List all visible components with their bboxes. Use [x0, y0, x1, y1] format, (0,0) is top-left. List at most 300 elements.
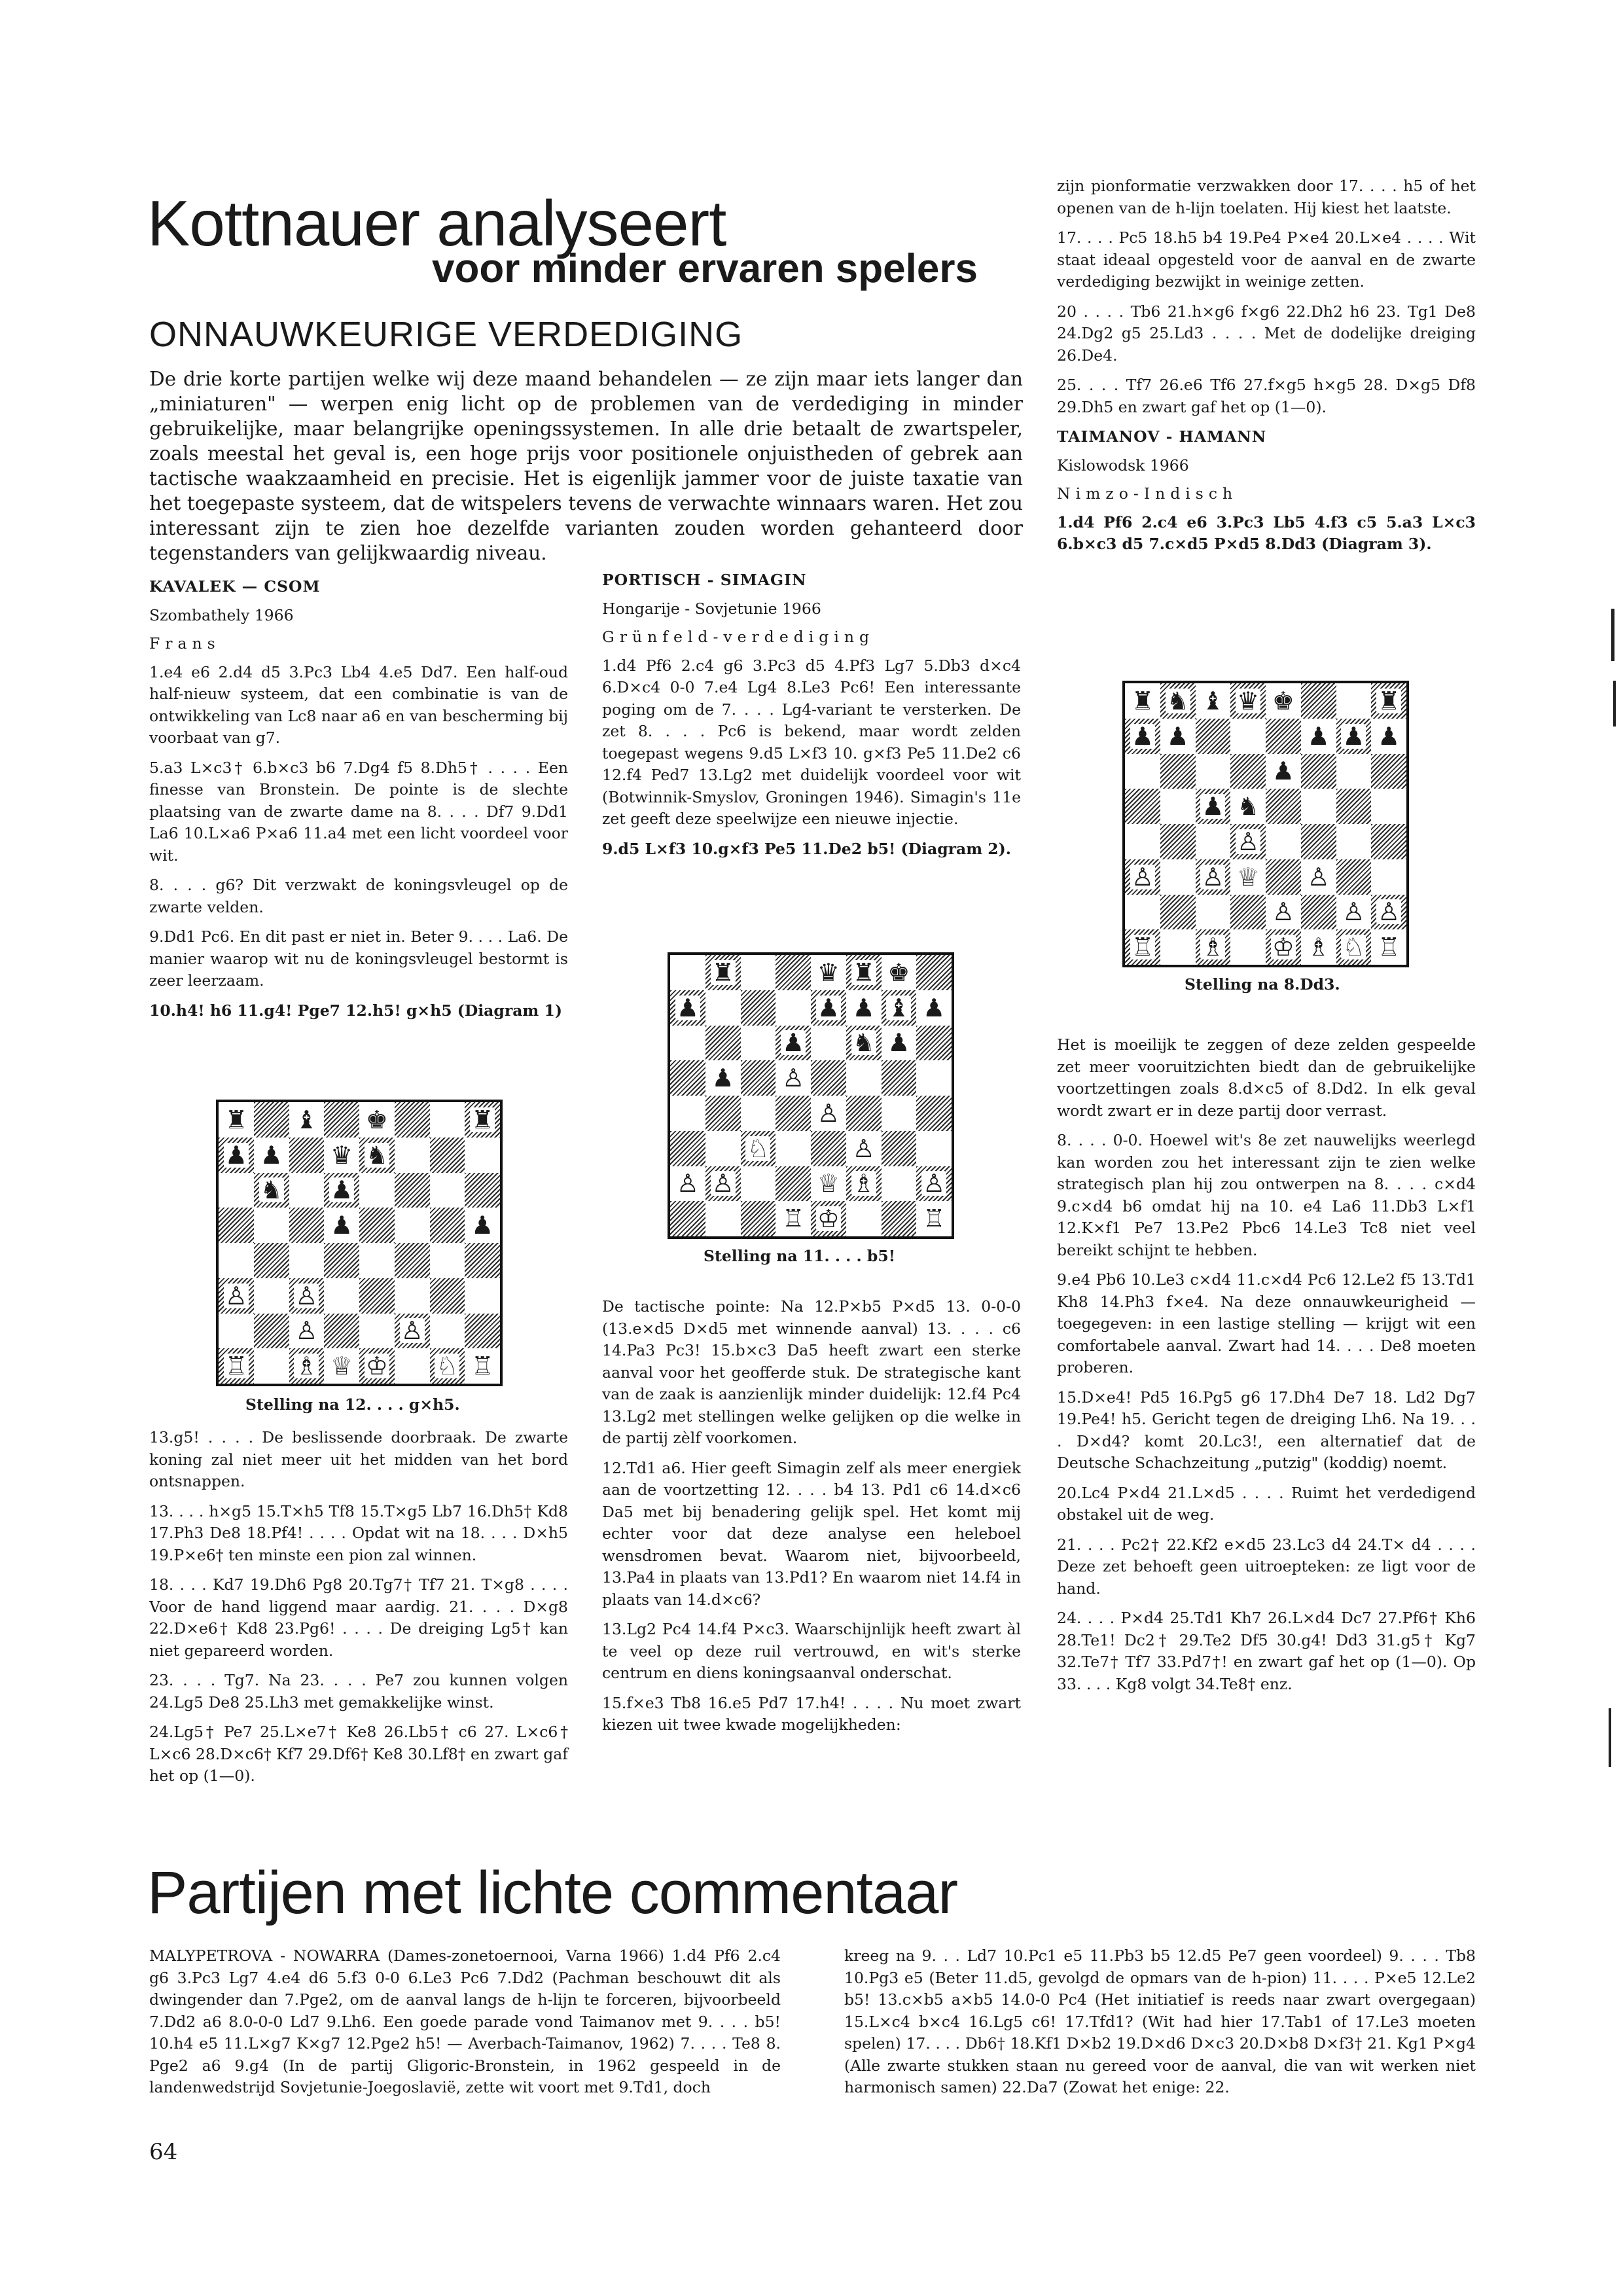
black-rook-icon: ♜: [852, 958, 875, 987]
board-square: [741, 1166, 776, 1202]
board-square: [1371, 754, 1406, 789]
move-paragraph: 25. . . . Tf7 26.e6 Tf6 27.f×g5 h×g5 28. D×g5 Df8 29.Dh5 en zwart gaf het op (1—0).: [1057, 376, 1476, 416]
game-place: Hongarije - Sovjetunie 1966: [602, 599, 821, 618]
board-square: [1160, 719, 1196, 754]
board-square: [1160, 824, 1196, 859]
move-paragraph: 13. . . . h×g5 15.T×h5 Tf8 15.T×g5 Lb7 16.Dh5† Kd8 17.Ph3 De8 18.Pf4! . . . . Opdat wit na 18. . . . D×h5 19.P×e6† ten minste een pion zal winnen.: [149, 1501, 568, 1564]
move-paragraph: 8. . . . g6? Dit verzwakt de koningsvleugel op de zwarte velden.: [149, 876, 568, 916]
board-square: [1336, 859, 1372, 895]
board-square: [430, 1138, 465, 1173]
move-paragraph: 13.Lg2 Pc4 14.f4 P×c3. Waarschijnlijk heeft zwart àl te veel op deze ruil vertrouwd, en wit's sterke centrum en diens koningsaanval onderschat.: [602, 1620, 1021, 1682]
board-square: [1301, 824, 1336, 859]
board-square: [430, 1314, 465, 1349]
board-square: [811, 1131, 846, 1166]
move-paragraph: 8. . . . 0-0. Hoewel wit's 8e zet nauwelijks weerlegd kan worden zou het interessant zijn te zien welke strategisch plan hij zou ontwerpen na 8. . . . c×d4 9.c×d4 b6 omdat hij na 10. e4 La6 11.Db3 L×f1 12.K×f1 Pe7 13.Pe2 Pbc6 14.Le3 Tc8 niet veel bereikt schijnt te hebben.: [1057, 1131, 1476, 1259]
board-square: [811, 955, 846, 990]
move-paragraph: 1.e4 e6 2.d4 d5 3.Pc3 Lb4 4.e5 Dd7. Een half-oud half-nieuw systeem, dat een combinatie is van de ontwikkeling van Lc8 naar a6 en van bescherming bij voorbaat van g7.: [149, 662, 568, 747]
black-knight-icon: ♞: [1166, 686, 1189, 715]
board-square: [1160, 929, 1196, 965]
board-square: [776, 1201, 811, 1236]
black-rook-icon: ♜: [224, 1105, 247, 1134]
opening-name: Grünfeld-verdediging: [602, 628, 875, 646]
board-square: [776, 1096, 811, 1131]
board-square: [916, 1026, 952, 1061]
board-square: [811, 1096, 846, 1131]
board-square: [811, 1166, 846, 1202]
board-square: [324, 1173, 359, 1208]
board-square: [776, 1166, 811, 1202]
board-square: [1230, 719, 1266, 754]
board-square: [1266, 859, 1301, 895]
game-place: Szombathely 1966: [149, 605, 294, 624]
board-square: [1301, 895, 1336, 930]
board-square: [465, 1138, 500, 1173]
board-square: [741, 1201, 776, 1236]
move-paragraph: 17. . . . Pc5 18.h5 b4 19.Pe4 P×e4 20.L×e4 . . . . Wit staat ideaal opgesteld voor de aanval en de zwarte verdediging bezwijkt in weinige zetten.: [1057, 228, 1476, 291]
move-paragraph: 5.a3 L×c3† 6.b×c3 b6 7.Dg4 f5 8.Dh5† . . . . Een finesse van Bronstein. De pointe is de slechte plaatsing van de zwarte dame na 8. . . . Df7 9.Dd1 La6 10.L×a6 P×a6 11.a4 met een licht voordeel voor wit.: [149, 758, 568, 865]
diagram-caption: Stelling na 12. . . . g×h5.: [245, 1395, 460, 1414]
black-queen-icon: ♛: [330, 1140, 353, 1170]
white-pawn-icon: ♙: [782, 1064, 805, 1093]
white-knight-icon: ♘: [747, 1134, 770, 1163]
board-square: [465, 1348, 500, 1384]
board-square: [1230, 789, 1266, 824]
board-square: [289, 1138, 325, 1173]
article-title: Kottnauer analyseert: [147, 187, 726, 259]
move-paragraph: 21. . . . Pc2† 22.Kf2 e×d5 23.Lc3 d4 24.T× d4 . . . . Deze zet behoeft geen uitroepteken: ze ligt voor de hand.: [1057, 1535, 1476, 1598]
move-paragraph: 10.h4! h6 11.g4! Pge7 12.h5! g×h5 (Diagram 1): [149, 1001, 562, 1020]
black-pawn-icon: ♟: [1272, 757, 1294, 786]
board-square: [289, 1314, 325, 1349]
white-pawn-icon: ♙: [295, 1281, 318, 1310]
board-square: [846, 1166, 882, 1202]
board-square: [219, 1138, 254, 1173]
board-square: [705, 1201, 741, 1236]
white-rook-icon: ♖: [923, 1204, 946, 1234]
move-paragraph: 18. . . . Kd7 19.Dh6 Pg8 20.Tg7† Tf7 21. T×g8 . . . . Voor de hand liggend maar aardig. 21. . . . D×g8 22.D×e6† Kd8 23.Pg6! . . . . De dreiging Lg5† kan niet gepareerd worden.: [149, 1575, 568, 1660]
board-square: [882, 990, 917, 1026]
board-square: [324, 1208, 359, 1243]
board-square: [465, 1173, 500, 1208]
board-square: [430, 1208, 465, 1243]
board-square: [1125, 929, 1160, 965]
board-square: [776, 990, 811, 1026]
board-square: [289, 1208, 325, 1243]
white-pawn-icon: ♙: [1272, 897, 1294, 927]
move-paragraph: 9.e4 Pb6 10.Le3 c×d4 11.c×d4 Pc6 12.Le2 f5 13.Td1 Kh8 14.Ph3 f×e4. Na deze onnauwkeurigheid — toegegeven: in een lastige stelling — krijgt wit een comfortabele aanval. Zwart had 14. . . . De8 moeten proberen.: [1057, 1270, 1476, 1376]
board-square: [846, 1026, 882, 1061]
white-knight-icon: ♘: [1342, 933, 1365, 962]
board-square: [1371, 895, 1406, 930]
board-square: [1125, 754, 1160, 789]
black-knight-icon: ♞: [365, 1140, 388, 1170]
board-square: [324, 1243, 359, 1278]
board-square: [254, 1243, 289, 1278]
move-paragraph: zijn pionformatie verzwakken door 17. . . . h5 of het openen van de h-lijn toelaten. Hij kiest het laatste.: [1057, 177, 1476, 217]
board-square: [1336, 824, 1372, 859]
move-paragraph: 1.d4 Pf6 2.c4 g6 3.Pc3 d5 4.Pf3 Lg7 5.Db3 d×c4 6.D×c4 0-0 7.e4 Lg4 8.Le3 Pc6! Een interessante poging om de 7. . . . Lg4-variant te versterken. De zet 8. . . . Pc6 is bekend, maar wordt zelden toegepast wegens 9.d5 L×f3 10. g×f3 Pe5 11.De2 c6 12.f4 Ped7 13.Lg2 met duidelijk voordeel voor wit (Botwinnik-Smyslov, Groningen 1946). Simagin's 11e zet geeft deze speelwijze een nieuwe injectie.: [602, 656, 1021, 828]
board-square: [1230, 754, 1266, 789]
board-square: [1196, 754, 1231, 789]
move-paragraph: 15.f×e3 Tb8 16.e5 Pd7 17.h4! . . . . Nu moet zwart kiezen uit twee kwade mogelijkheden:: [602, 1693, 1021, 1734]
board-square: [1125, 683, 1160, 719]
board-square: [1371, 859, 1406, 895]
opening-name: Frans: [149, 634, 221, 653]
board-square: [1301, 683, 1336, 719]
board-square: [395, 1102, 430, 1138]
section-title: ONNAUWKEURIGE VERDEDIGING: [149, 315, 743, 354]
white-bishop-icon: ♗: [1202, 933, 1224, 962]
black-king-icon: ♚: [365, 1105, 388, 1134]
black-pawn-icon: ♟: [887, 1028, 910, 1058]
board-square: [882, 1201, 917, 1236]
board-square: [882, 1060, 917, 1096]
board-square: [324, 1314, 359, 1349]
diagram-caption: Stelling na 8.Dd3.: [1185, 975, 1340, 994]
board-square: [359, 1208, 395, 1243]
board-square: [289, 1102, 325, 1138]
white-pawn-icon: ♙: [1378, 897, 1400, 927]
board-square: [1266, 929, 1301, 965]
black-pawn-icon: ♟: [1378, 721, 1400, 751]
board-square: [1301, 754, 1336, 789]
white-rook-icon: ♖: [782, 1204, 805, 1234]
white-pawn-icon: ♙: [1131, 862, 1154, 891]
white-queen-icon: ♕: [1237, 862, 1260, 891]
board-square: [846, 1096, 882, 1131]
black-pawn-icon: ♟: [1166, 721, 1189, 751]
board-square: [1266, 895, 1301, 930]
board-square: [254, 1278, 289, 1314]
black-pawn-icon: ♟: [330, 1211, 353, 1240]
white-pawn-icon: ♙: [224, 1281, 247, 1310]
move-paragraph: 1.d4 Pf6 2.c4 e6 3.Pc3 Lb5 4.f3 c5 5.a3 L×c3 6.b×c3 d5 7.c×d5 P×d5 8.Dd3 (Diagram 3).: [1057, 512, 1476, 553]
white-rook-icon: ♖: [1131, 933, 1154, 962]
page-number: 64: [149, 2139, 178, 2165]
board-square: [395, 1208, 430, 1243]
black-pawn-icon: ♟: [1131, 721, 1154, 751]
board-square: [1371, 929, 1406, 965]
column-3-bottom: [1057, 1034, 1476, 1703]
board-square: [359, 1314, 395, 1349]
board-square: [359, 1138, 395, 1173]
board-square: [219, 1348, 254, 1384]
board-square: [776, 1060, 811, 1096]
board-square: [882, 955, 917, 990]
board-square: [776, 955, 811, 990]
black-bishop-icon: ♝: [1202, 686, 1224, 715]
board-square: [670, 1131, 705, 1166]
white-queen-icon: ♕: [330, 1352, 353, 1381]
board-square: [219, 1278, 254, 1314]
game-heading: PORTISCH - SIMAGIN: [602, 571, 807, 589]
board-square: [430, 1173, 465, 1208]
board-square: [1160, 683, 1196, 719]
board-square: [1125, 895, 1160, 930]
board-square: [846, 1201, 882, 1236]
game-heading: KAVALEK — CSOM: [149, 577, 321, 596]
column-2-bottom: [602, 1296, 1021, 1744]
move-paragraph: De tactische pointe: Na 12.P×b5 P×d5 13. 0-0-0 (13.e×d5 D×d5 met winnende aanval) 13. . . . c6 14.Pa3 Pc3! 15.b×c3 Da5 heeft zwart een sterke aanval voor het geofferde stuk. De strategische kant van de zaak is aanzienlijk minder duidelijk: 12.f4 Pc4 13.Lg2 met stellingen welke gelijken op die welke in de partij zèlf voorkomen.: [602, 1297, 1021, 1447]
black-pawn-icon: ♟: [224, 1140, 247, 1170]
white-bishop-icon: ♗: [852, 1169, 875, 1198]
board-square: [741, 990, 776, 1026]
board-square: [1196, 789, 1231, 824]
board-square: [254, 1208, 289, 1243]
board-square: [395, 1138, 430, 1173]
board-square: [1336, 789, 1372, 824]
move-paragraph: 9.Dd1 Pc6. En dit past er niet in. Beter 9. . . . La6. De manier waarop wit nu de koningsvleugel bestormt is zeer leerzaam.: [149, 927, 568, 990]
white-king-icon: ♔: [365, 1352, 388, 1381]
board-square: [1230, 859, 1266, 895]
move-paragraph: 23. . . . Tg7. Na 23. . . . Pe7 zou kunnen volgen 24.Lg5 De8 25.Lh3 met gemakkelijke winst.: [149, 1671, 568, 1712]
board-square: [741, 955, 776, 990]
board-square: [1301, 789, 1336, 824]
board-square: [705, 1026, 741, 1061]
board-square: [705, 1060, 741, 1096]
board-square: [811, 1026, 846, 1061]
board-square: [705, 955, 741, 990]
board-square: [465, 1102, 500, 1138]
white-pawn-icon: ♙: [711, 1169, 734, 1198]
move-paragraph: 20 . . . . Tb6 21.h×g6 f×g6 22.Dh2 h6 23. Tg1 De8 24.Dg2 g5 25.Ld3 . . . . Met de dodelijke dreiging 26.De4.: [1057, 302, 1476, 365]
board-square: [359, 1102, 395, 1138]
black-bishop-icon: ♝: [887, 993, 910, 1022]
move-paragraph: 15.D×e4! Pd5 16.Pg5 g6 17.Dh4 De7 18. Ld2 Dg7 19.Pe4! h5. Gericht tegen de dreiging Lh6. Na 19. . . . D×d4? komt 20.Lc3!, een alternatief dat de Deutsche Schachzeitung „putzig" (koddig) noemt.: [1057, 1388, 1476, 1472]
game-heading: TAIMANOV - HAMANN: [1057, 427, 1267, 446]
move-paragraph: 12.Td1 a6. Hier geeft Simagin zelf als meer energiek aan de voortzetting 12. . . . b4 13. Pd1 c6 14.d×c6 Da5 met bij benadering gelijk spel. Het komt mij echter voor dat deze analyse een heleboel wensdromen bevat. Waarom niet, bijvoorbeeld, 13.Pa4 in plaats van 13.Pd1? En waarom niet 14.f4 in plaats van 14.d×c6?: [602, 1458, 1021, 1609]
board-square: [289, 1173, 325, 1208]
board-square: [1266, 824, 1301, 859]
column-1-top: [149, 576, 568, 1030]
commentary-left-column: [149, 1945, 781, 2107]
black-pawn-icon: ♟: [923, 993, 946, 1022]
board-square: [670, 990, 705, 1026]
black-rook-icon: ♜: [711, 958, 734, 987]
board-square: [465, 1314, 500, 1349]
board-square: [916, 1201, 952, 1236]
board-square: [219, 1208, 254, 1243]
white-pawn-icon: ♙: [1307, 862, 1330, 891]
column-2-top: [602, 569, 1021, 868]
move-paragraph: 20.Lc4 P×d4 21.L×d5 . . . . Ruimt het verdedigend obstakel uit de weg.: [1057, 1483, 1476, 1524]
board-square: [846, 1060, 882, 1096]
white-pawn-icon: ♙: [1342, 897, 1365, 927]
board-square: [846, 990, 882, 1026]
board-square: [1371, 789, 1406, 824]
white-rook-icon: ♖: [1378, 933, 1400, 962]
board-square: [359, 1173, 395, 1208]
move-paragraph: MALYPETROVA - NOWARRA (Dames-zonetoernooi, Varna 1966) 1.d4 Pf6 2.c4 g6 3.Pc3 Lg7 4.e4 d6 5.f3 0-0 6.Le3 Pc6 7.Dd2 (Pachman beschouwt dit als dwingender dan 7.Pge2, om de aanval langs de h-lijn te forceren, bijvoorbeeld 7.Dd2 a6 8.0-0-0 Ld7 9.Lh6. Een goede parade vond Taimanov met 9. . . . b5! 10.h4 e5 11.L×g7 K×g7 12.Pge2 h5! — Averbach-Taimanov, 1962) 7. . . . Te8 8. Pge2 a6 9.g4 (In de partij Gligoric-Bronstein, in 1962 gespeeld in de landenwedstrijd Sovjetunie-Joegoslavië, zette wit voort met 9.Td1, doch: [149, 1946, 781, 2096]
black-knight-icon: ♞: [852, 1028, 875, 1058]
black-rook-icon: ♜: [1378, 686, 1400, 715]
board-square: [670, 955, 705, 990]
board-square: [324, 1348, 359, 1384]
board-square: [430, 1278, 465, 1314]
board-square: [1160, 895, 1196, 930]
board-square: [916, 1060, 952, 1096]
black-pawn-icon: ♟: [782, 1028, 805, 1058]
board-square: [811, 1060, 846, 1096]
white-queen-icon: ♕: [817, 1169, 840, 1198]
article-subtitle: voor minder ervaren spelers: [432, 246, 978, 291]
board-square: [254, 1348, 289, 1384]
white-pawn-icon: ♙: [676, 1169, 699, 1198]
board-square: [1301, 719, 1336, 754]
black-king-icon: ♚: [887, 958, 910, 987]
board-square: [395, 1278, 430, 1314]
black-king-icon: ♚: [1272, 686, 1294, 715]
board-square: [741, 1131, 776, 1166]
board-square: [1125, 859, 1160, 895]
board-square: [916, 1096, 952, 1131]
board-square: [1196, 895, 1231, 930]
white-pawn-icon: ♙: [817, 1098, 840, 1128]
white-knight-icon: ♘: [436, 1352, 459, 1381]
board-square: [1266, 683, 1301, 719]
board-square: [705, 1131, 741, 1166]
board-square: [1266, 789, 1301, 824]
board-square: [670, 1060, 705, 1096]
board-square: [1336, 719, 1372, 754]
column-1-bottom: [149, 1427, 568, 1795]
chess-diagram-2: [668, 952, 954, 1239]
board-square: [846, 1131, 882, 1166]
black-pawn-icon: ♟: [711, 1064, 734, 1093]
white-rook-icon: ♖: [224, 1352, 247, 1381]
black-rook-icon: ♜: [1131, 686, 1154, 715]
board-square: [359, 1243, 395, 1278]
white-rook-icon: ♖: [471, 1352, 494, 1381]
board-square: [1125, 789, 1160, 824]
section-title-commentary: Partijen met lichte commentaar: [147, 1859, 958, 1926]
board-square: [916, 955, 952, 990]
board-square: [916, 990, 952, 1026]
board-square: [741, 1096, 776, 1131]
move-paragraph: 24.Lg5† Pe7 25.L×e7† Ke8 26.Lb5† c6 27. L×c6† L×c6 28.D×c6† Kf7 29.Df6† Ke8 30.Lf8† en zwart gaf het op (1—0).: [149, 1723, 568, 1785]
board-square: [465, 1278, 500, 1314]
board-square: [1160, 754, 1196, 789]
board-square: [846, 955, 882, 990]
commentary-right-column: [844, 1945, 1476, 2107]
intro-paragraph: De drie korte partijen welke wij deze maand behandelen — ze zijn maar iets langer dan „miniaturen" — werpen enig licht op de problemen van de verdediging in minder gebruikelijke, maar belangrijke openingssystemen. In alle drie betaalt de zwartspeler, zoals meestal het geval is, een hoge prijs voor positionele onjuistheden of gebrek aan tactische waakzaamheid en precisie. Het is eigenlijk jammer voor de juiste taxatie van het toegepaste systeem, dat de witspelers tevens de verwachte winnaars waren. Het zou interessant zijn te zien hoe dezelfde varianten zouden worden gehanteerd door tegenstanders van gelijkwaardig niveau.: [149, 368, 1023, 564]
board-square: [395, 1243, 430, 1278]
board-square: [219, 1173, 254, 1208]
diagram-caption: Stelling na 11. . . . b5!: [704, 1247, 896, 1265]
white-king-icon: ♔: [817, 1204, 840, 1234]
board-square: [359, 1278, 395, 1314]
white-pawn-icon: ♙: [295, 1316, 318, 1346]
board-square: [1196, 683, 1231, 719]
board-square: [1196, 859, 1231, 895]
board-square: [430, 1102, 465, 1138]
board-square: [882, 1131, 917, 1166]
board-square: [219, 1102, 254, 1138]
board-square: [670, 1026, 705, 1061]
board-square: [395, 1314, 430, 1349]
board-square: [1230, 929, 1266, 965]
board-square: [705, 1096, 741, 1131]
board-square: [465, 1243, 500, 1278]
board-square: [1196, 719, 1231, 754]
board-square: [219, 1243, 254, 1278]
black-pawn-icon: ♟: [1342, 721, 1365, 751]
board-square: [289, 1278, 325, 1314]
board-square: [705, 990, 741, 1026]
board-square: [741, 1026, 776, 1061]
board-square: [324, 1278, 359, 1314]
board-square: [670, 1096, 705, 1131]
board-square: [1266, 719, 1301, 754]
board-square: [882, 1096, 917, 1131]
black-queen-icon: ♛: [817, 958, 840, 987]
black-pawn-icon: ♟: [260, 1140, 283, 1170]
binding-mark: [1613, 681, 1616, 726]
black-pawn-icon: ♟: [852, 993, 875, 1022]
black-pawn-icon: ♟: [1307, 721, 1330, 751]
board-square: [289, 1348, 325, 1384]
board-square: [1336, 929, 1372, 965]
black-pawn-icon: ♟: [330, 1175, 353, 1205]
board-square: [1230, 895, 1266, 930]
board-square: [1371, 719, 1406, 754]
white-bishop-icon: ♗: [295, 1352, 318, 1381]
white-pawn-icon: ♙: [1237, 827, 1260, 856]
board-square: [254, 1314, 289, 1349]
board-square: [1336, 754, 1372, 789]
board-square: [916, 1166, 952, 1202]
board-square: [811, 1201, 846, 1236]
board-square: [670, 1201, 705, 1236]
board-square: [254, 1102, 289, 1138]
board-square: [916, 1131, 952, 1166]
game-place: Kislowodsk 1966: [1057, 456, 1189, 475]
white-pawn-icon: ♙: [923, 1169, 946, 1198]
move-paragraph: 9.d5 L×f3 10.g×f3 Pe5 11.De2 b5! (Diagram 2).: [602, 839, 1011, 858]
black-pawn-icon: ♟: [676, 993, 699, 1022]
board-square: [1230, 824, 1266, 859]
board-square: [1336, 895, 1372, 930]
white-king-icon: ♔: [1272, 933, 1294, 962]
board-square: [465, 1208, 500, 1243]
move-paragraph: kreeg na 9. . . Ld7 10.Pc1 e5 11.Pb3 b5 12.d5 Pe7 geen voordeel) 9. . . . Tb8 10.Pg3 e5 (Beter 11.d5, gevolgd de opmars van de h-pion) 11. . . . P×e5 12.Le2 b5! 13.c×b5 a×b5 14.0-0 Pc4 (Het initiatief is reeds naar zwart overgegaan) 15.L×c4 b×c4 16.Lg5 c6! 17.Tfd1? (Wit had hier 17.Tab1 of 17.Le3 moeten spelen) 17. . . . Db6† 18.Kf1 D×b2 19.D×d6 D×c3 20.D×b8 D×f3† 21. Kg1 P×g4 (Alle zwarte stukken staan nu gereed voor de aanval, die van wit werken niet harmonisch samen) 22.Da7 (Zowat het enige: 22.: [844, 1946, 1476, 2096]
chess-diagram-1: [216, 1100, 503, 1386]
board-square: [430, 1348, 465, 1384]
board-square: [254, 1173, 289, 1208]
move-paragraph: 24. . . . P×d4 25.Td1 Kh7 26.L×d4 Dc7 27.Pf6† Kh6 28.Te1! Dc2† 29.Te2 Df5 30.g4! Dd3 31.g5† Kg7 32.Te7† Tf7 33.Pd7†! en zwart gaf het op (1—0). Op 33. . . . Kg8 volgt 34.Te8† enz.: [1057, 1609, 1476, 1693]
board-square: [359, 1348, 395, 1384]
board-square: [1125, 719, 1160, 754]
black-pawn-icon: ♟: [1202, 792, 1224, 821]
board-square: [1196, 929, 1231, 965]
board-square: [705, 1166, 741, 1202]
board-square: [324, 1102, 359, 1138]
board-square: [670, 1166, 705, 1202]
move-paragraph: 13.g5! . . . . De beslissende doorbraak. De zwarte koning zal niet meer uit het midden van het bord ontsnappen.: [149, 1428, 568, 1490]
black-pawn-icon: ♟: [471, 1211, 494, 1240]
board-square: [1301, 859, 1336, 895]
black-rook-icon: ♜: [471, 1105, 494, 1134]
black-pawn-icon: ♟: [817, 993, 840, 1022]
opening-name: Nimzo-Indisch: [1057, 484, 1238, 503]
board-square: [395, 1173, 430, 1208]
board-square: [1125, 824, 1160, 859]
white-pawn-icon: ♙: [401, 1316, 423, 1346]
board-square: [776, 1026, 811, 1061]
board-square: [1371, 683, 1406, 719]
board-square: [430, 1243, 465, 1278]
board-square: [324, 1138, 359, 1173]
